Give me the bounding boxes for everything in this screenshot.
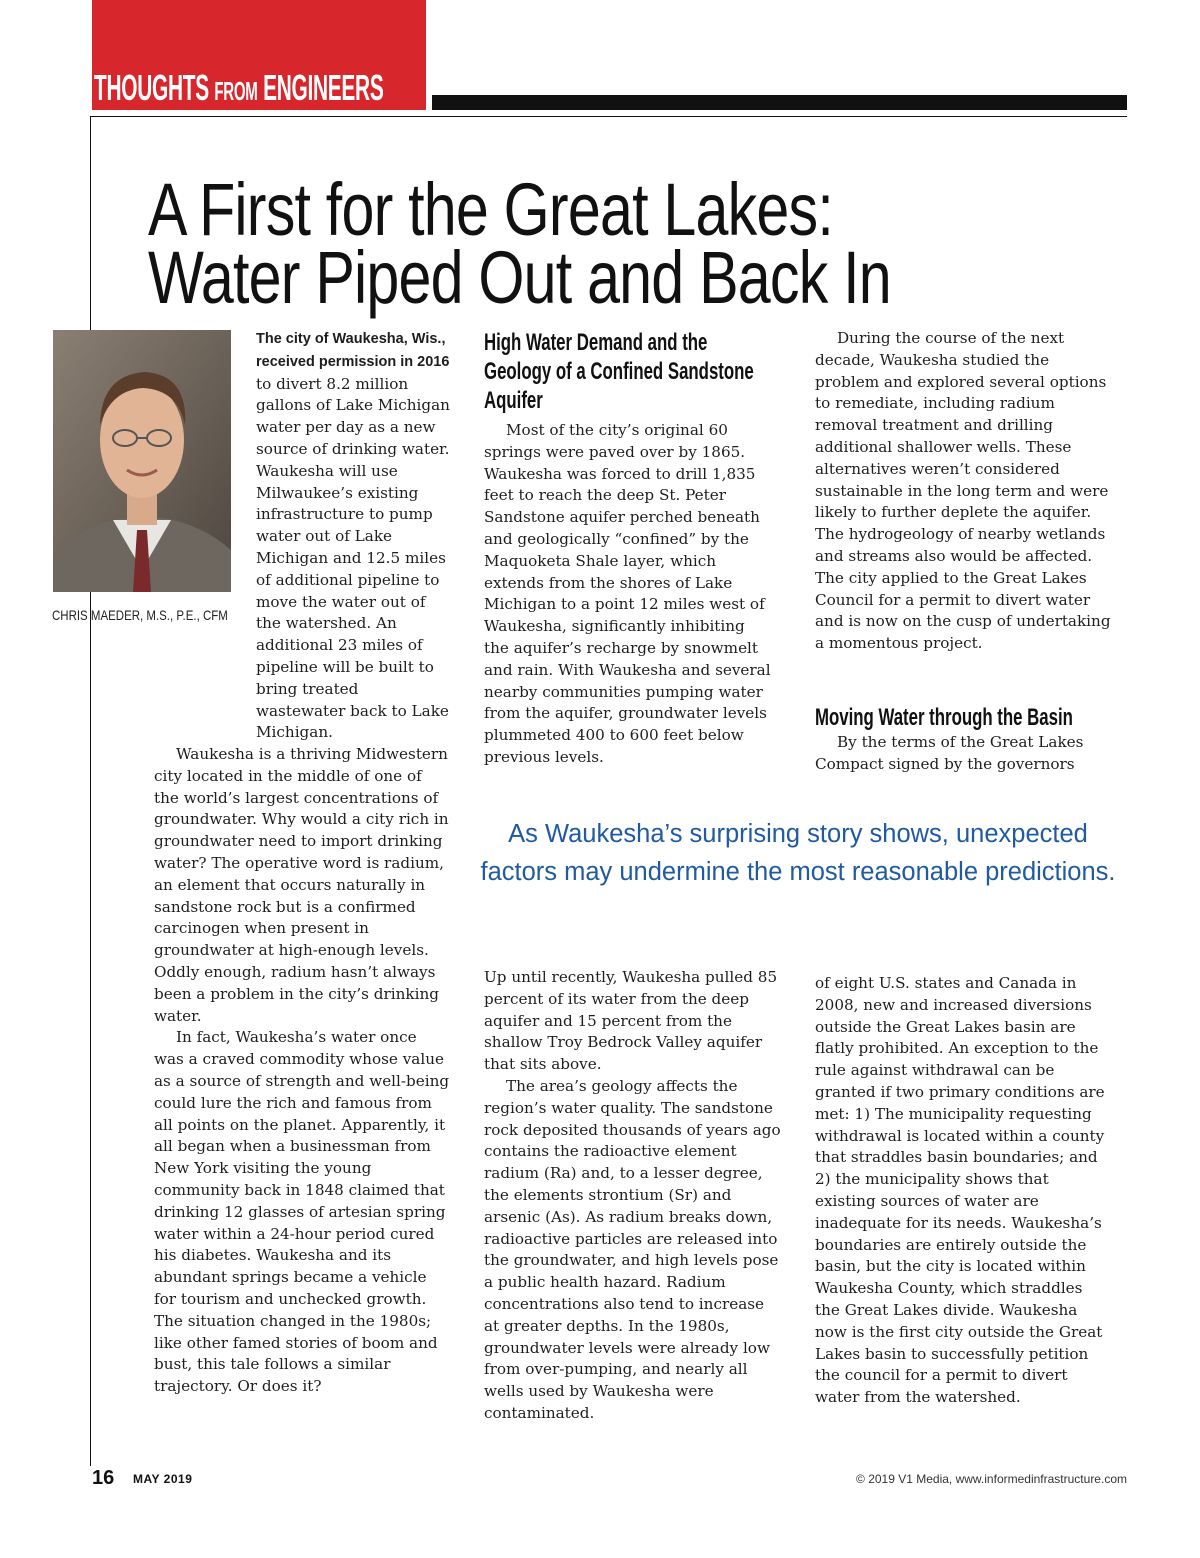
- author-photo: [53, 330, 231, 592]
- section-rule-bar: [432, 95, 1127, 110]
- article-paragraph: The area’s geology affects the region’s water quality. The sandstone rock deposited thousands of years ago contains the radioactive element radium (Ra) and, to a lesser degree, the elements strontium (Sr) and arsenic (As). As radium breaks down, radioactive particles are released into the groundwater, and high levels pose a public health hazard. Radium concentrations also tend to increase at greater depths. In the 1980s, groundwater levels were already low from over-pumping, and nearly all wells used by Waukesha were contaminated.: [484, 1076, 781, 1422]
- article-paragraph: Waukesha is a thriving Midwestern city located in the middle of one of the world’s largest concentrations of groundwater. Why would a city rich in groundwater need to import drinking water? The operative word is radium, an element that occurs naturally in sandstone rock but is a confirmed carcinogen when present in groundwater at high-enough levels. Oddly enough, radium hasn’t always been a problem in the city’s drinking water.: [154, 745, 449, 1025]
- section-label-part: THOUGHTS: [94, 67, 215, 108]
- article-lead-in: The city of Waukesha, Wis., received permission in 2016: [256, 331, 450, 370]
- section-subhead-moving-water: [815, 703, 1073, 732]
- subhead-line: Moving Water through the Basin: [815, 704, 1073, 731]
- column-1-body: [154, 744, 450, 1398]
- article-paragraph: [256, 328, 452, 744]
- author-caption: CHRIS MAEDER, M.S., P.E., CFM: [52, 607, 228, 623]
- column-3-mid: [815, 732, 1111, 776]
- article-headline: [148, 168, 891, 319]
- subhead-line: High Water Demand and the: [484, 329, 708, 356]
- copyright-notice: © 2019 V1 Media, www.informedinfrastructure.com: [856, 1472, 1127, 1486]
- article-paragraph: During the course of the next decade, Waukesha studied the problem and explored several options to remediate, including radium removal treatment and drilling additional shallower wells. These alternatives weren’t considered sustainable in the long term and were likely to further deplete the aquifer. The hydrogeology of nearby wetlands and streams also would be affected. The city applied to the Great Lakes Council for a permit to divert water and is now on the cusp of undertaking a momentous project.: [815, 329, 1111, 653]
- issue-date: MAY 2019: [133, 1472, 193, 1486]
- page-number: 16: [92, 1467, 115, 1489]
- section-label-part: ENGINEERS: [257, 67, 384, 108]
- paragraph-text: to divert 8.2 million gallons of Lake Michigan water per day as a new source of drinking water. Waukesha will use Milwaukee’s existing infrastructure to pump water out of Lake Michigan and 12.5 miles of additional pipeline to move the water out of the watershed. An additional 23 miles of pipeline will be built to bring treated wastewater back to Lake Michigan.: [256, 374, 450, 742]
- column-2-bottom: [484, 967, 782, 1425]
- article-paragraph: By the terms of the Great Lakes Compact signed by the governors: [815, 733, 1084, 773]
- headline-line: A First for the Great Lakes:: [148, 168, 833, 251]
- column-1-intro: [256, 328, 452, 744]
- frame-left-rule: [90, 116, 91, 1466]
- pull-quote: As Waukesha’s surprising story shows, unexpected factors may undermine the most reasonable predictions.: [480, 820, 1116, 886]
- subhead-line: Aquifer: [484, 387, 543, 414]
- article-paragraph: of eight U.S. states and Canada in 2008, new and increased diversions outside the Great Lakes basin are flatly prohibited. An exception to the rule against withdrawal can be granted if two primary conditions are met: 1) The municipality requesting withdrawal is located within a county that straddles basin boundaries; and 2) the municipality shows that existing sources of water are inadequate for its needs. Waukesha’s boundaries are entirely outside the basin, but the city is located within Waukesha County, which straddles the Great Lakes divide. Waukesha now is the first city outside the Great Lakes basin to successfully petition the council for a permit to divert water from the watershed.: [815, 974, 1105, 1407]
- section-label: [94, 66, 383, 113]
- section-subhead-high-water-demand: [484, 328, 754, 415]
- article-paragraph: Up until recently, Waukesha pulled 85 percent of its water from the deep aquifer and 15 percent from the shallow Troy Bedrock Valley aquifer that sits above.: [484, 968, 778, 1074]
- column-3-bottom: [815, 973, 1111, 1409]
- subhead-line: Geology of a Confined Sandstone: [484, 358, 754, 385]
- frame-top-rule: [90, 116, 1127, 117]
- column-2-top: [484, 420, 774, 769]
- article-paragraph: In fact, Waukesha’s water once was a craved commodity whose value as a source of strength and well-being could lure the rich and famous from all points on the planet. Apparently, it all began when a businessman from New York visiting the young community back in 1848 claimed that drinking 12 glasses of artesian spring water within a 24-hour period cured his diabetes. Waukesha and its abundant springs became a vehicle for tourism and unchecked growth. The situation changed in the 1980s; like other famed stories of boom and bust, this tale follows a similar trajectory. Or does it?: [154, 1028, 450, 1396]
- author-portrait-illustration: [53, 330, 231, 592]
- section-label-part-small: FROM: [214, 76, 258, 106]
- column-3-top: [815, 328, 1111, 655]
- article-paragraph: Most of the city’s original 60 springs were paved over by 1865. Waukesha was forced to drill 1,835 feet to reach the deep St. Peter Sandstone aquifer perched beneath and geologically “confined” by the Maquoketa Shale layer, which extends from the shores of Lake Michigan to a point 12 miles west of Waukesha, significantly inhibiting the aquifer’s recharge by snowmelt and rain. With Waukesha and several nearby communities pumping water from the aquifer, groundwater levels plummeted 400 to 600 feet below previous levels.: [484, 421, 771, 766]
- headline-line: Water Piped Out and Back In: [148, 236, 891, 319]
